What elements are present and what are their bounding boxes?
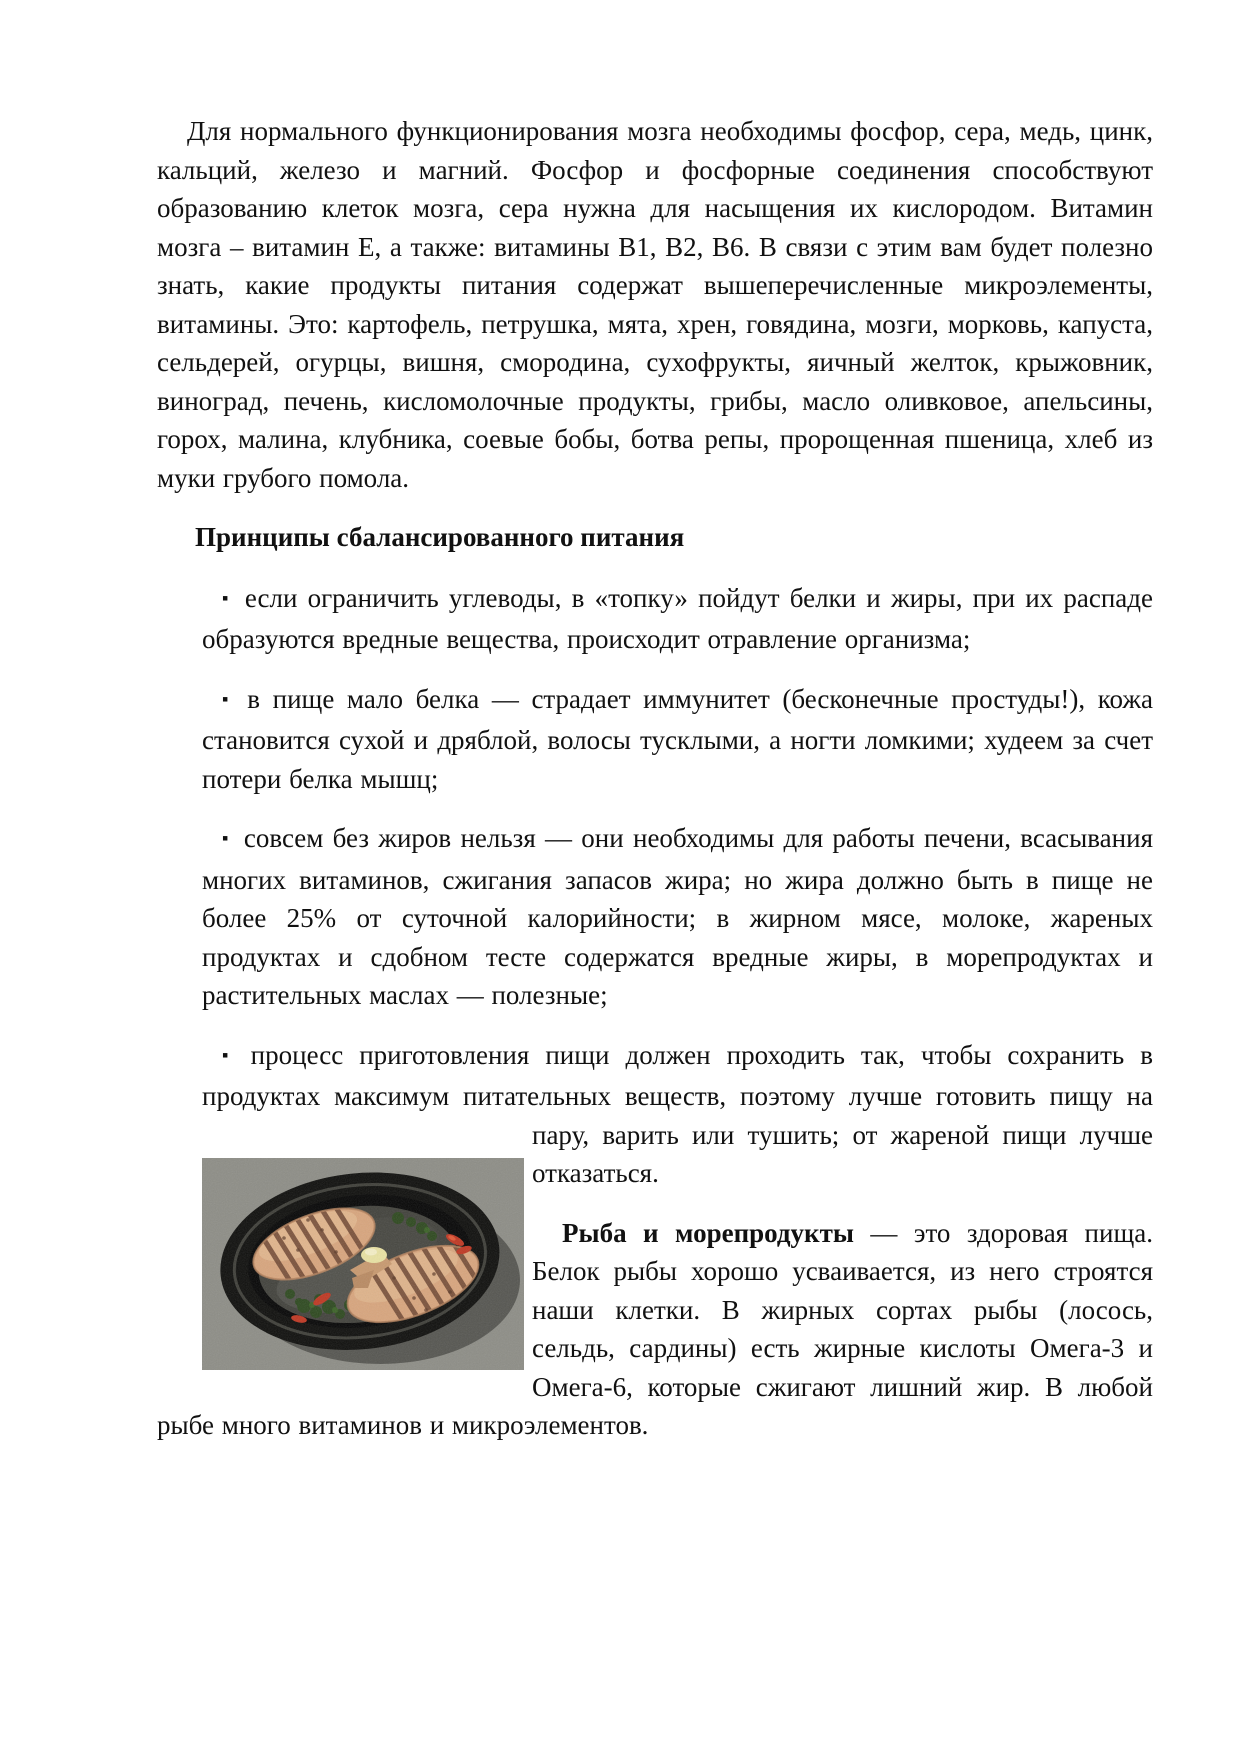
bullet-item-carbs — [202, 579, 1153, 659]
bullet-item-protein — [202, 680, 1153, 799]
bullet-text-before-photo: процесс приготовления пищи должен проходить так, чтобы сохранить в продуктах максимум питательных веществ, поэтому лучше — [202, 1039, 1153, 1111]
document-content — [157, 112, 1153, 1466]
bullet-square-icon: ▪ — [222, 587, 231, 608]
bullet-text: если ограничить углеводы, в «топку» пойдут белки и жиры, при их распаде образуются вредные вещества, происходит отравление организма; — [202, 582, 1153, 654]
fish-paragraph-text: — это здоровая пища. Белок рыбы хорошо усваивается, из него строятся наши клетки. В жирных сортах рыбы (лосось, сельдь, сардины) есть жирные кислоты Омега-3 и Омега-6, которые сжигают лишний жир. В любой рыбе много витаминов и микроэлементов. — [157, 1217, 1153, 1440]
photo-grain — [202, 1158, 524, 1370]
bullet-square-icon: ▪ — [222, 1044, 237, 1065]
bullet-item-fats — [202, 819, 1153, 1015]
fish-dish-photo — [202, 1158, 524, 1370]
bullet-item-cooking — [202, 1036, 1153, 1193]
intro-paragraph: Для нормального функционирования мозга необходимы фосфор, сера, медь, цинк, кальций, железо и магний. Фосфор и фосфорные соединения способствуют образованию клеток мозга, сера нужна для насыщения их кислородом. Витамин мозга – витамин Е, а также: витамины В1, В2, В6. В связи с этим вам будет полезно знать, какие продукты питания содержат вышеперечисленные микроэлементы, витамины. Это: картофель, петрушка, мята, хрен, говядина, мозги, морковь, капуста, сельдерей, огурцы, вишня, смородина, сухофрукты, яичный желток, крыжовник, виноград, печень, кисломолочные продукты, грибы, масло оливковое, апельсины, горох, малина, клубника, соевые бобы, ботва репы, пророщенная пшеница, хлеб из муки грубого помола. — [157, 116, 1153, 493]
bullet-text: в пище мало белка — страдает иммунитет (бесконечные простуды!), кожа становится сухой и дряблой, волосы тусклыми, а ногти ломкими; худеем за счет потери белка мышц; — [202, 683, 1153, 794]
section-heading: Принципы сбалансированного питания — [195, 522, 685, 552]
bullet-square-icon: ▪ — [222, 688, 234, 709]
fish-photo-graphic — [202, 1158, 524, 1370]
fish-paragraph-lead: Рыба и морепродукты — [562, 1217, 854, 1248]
bullet-text-after-photo: готовить пищу на пару, варить или тушить; от жареной пищи лучше отказаться. — [532, 1081, 1153, 1188]
bullet-square-icon: ▪ — [222, 828, 230, 848]
bullet-text: совсем без жиров нельзя — они необходимы для работы печени, всасывания многих витаминов, сжигания запасов жира; но жира должно быть в пище не более 25% от суточной калорийности; в жирном мясе, молоке, жареных продуктах и сдобном тесте содержатся вредные жиры, в морепродуктах и растительных маслах — полезные; — [202, 823, 1153, 1010]
